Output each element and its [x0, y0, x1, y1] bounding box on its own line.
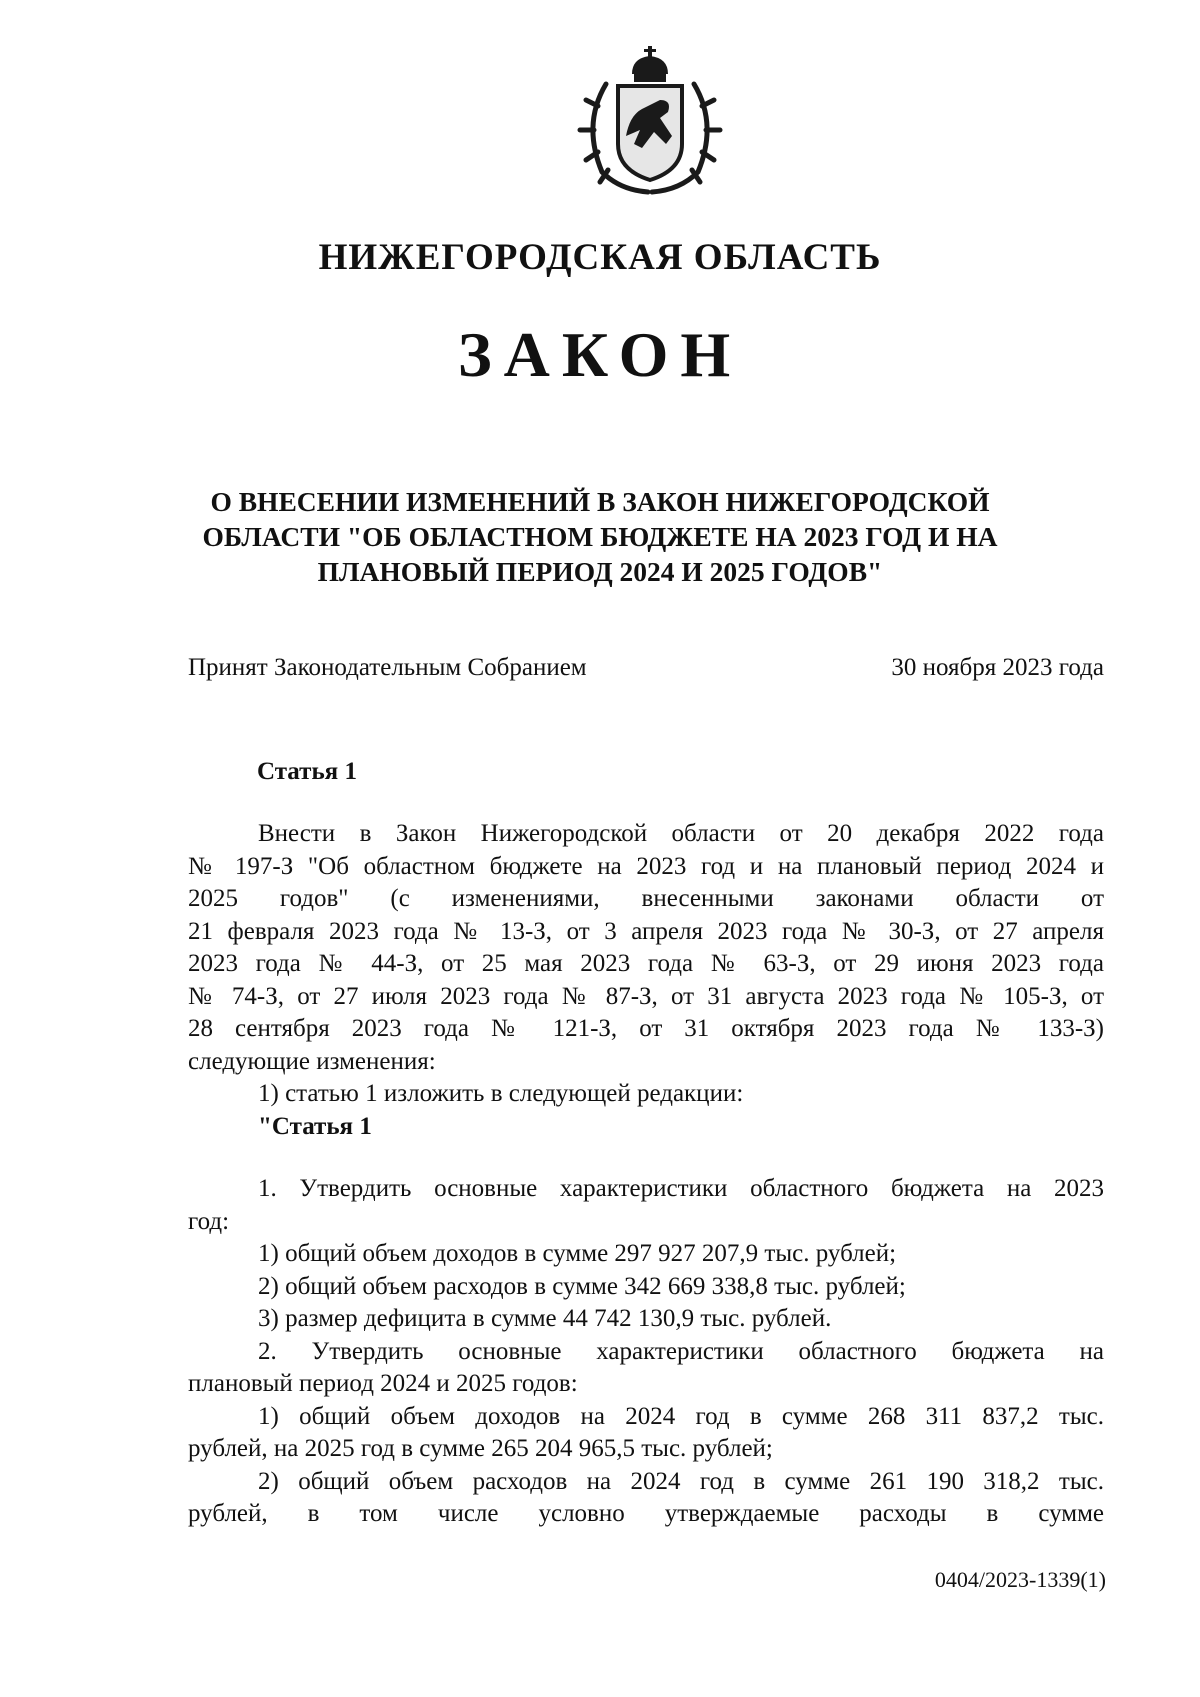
- text-line: 2) общий объем расходов на 2024 год в сумме 261 190 318,2 тыс.: [258, 1467, 1104, 1495]
- law-heading-line: О ВНЕСЕНИИ ИЗМЕНЕНИЙ В ЗАКОН НИЖЕГОРОДСКОЙ: [210, 486, 990, 517]
- adopted-by-text: Принят Законодательным Собранием: [188, 654, 587, 681]
- new-article-heading: "Статья 1: [258, 1112, 372, 1140]
- crown-icon: [632, 46, 668, 82]
- text-line: 2. Утвердить основные характеристики областного бюджета на: [258, 1337, 1104, 1365]
- text-line: год:: [188, 1207, 230, 1235]
- article-body: [188, 818, 1104, 1531]
- text-line: 28 сентября 2023 года № 121-З, от 31 октября 2023 года № 133-З): [188, 1015, 1104, 1042]
- text-line: 1. Утвердить основные характеристики областного бюджета на 2023: [258, 1175, 1104, 1202]
- shield-icon: [618, 86, 682, 180]
- law-heading-line: ОБЛАСТИ "ОБ ОБЛАСТНОМ БЮДЖЕТЕ НА 2023 ГОД И НА: [202, 521, 998, 552]
- adoption-date: 30 ноября 2023 года: [891, 654, 1104, 681]
- text-line: Внести в Закон Нижегородской области от 20 декабря 2022 года: [258, 820, 1104, 847]
- law-heading: [180, 484, 1020, 589]
- text-line: плановый период 2024 и 2025 годов:: [188, 1370, 578, 1397]
- document-number: 0404/2023-1339(1): [934, 1567, 1106, 1592]
- list-item: 2) общий объем расходов в сумме 342 669 338,8 тыс. рублей;: [258, 1272, 906, 1300]
- text-line: № 197-З "Об областном бюджете на 2023 год и на плановый период 2024 и: [188, 852, 1104, 880]
- list-item: 3) размер дефицита в сумме 44 742 130,9 тыс. рублей.: [258, 1305, 832, 1332]
- article-heading: Статья 1: [257, 758, 357, 785]
- text-line: 21 февраля 2023 года № 13-З, от 3 апреля 2023 года № 30-З, от 27 апреля: [188, 917, 1104, 945]
- coat-of-arms-emblem: [568, 44, 732, 196]
- region-title: НИЖЕГОРОДСКАЯ ОБЛАСТЬ: [318, 237, 882, 278]
- law-heading-line: ПЛАНОВЫЙ ПЕРИОД 2024 И 2025 ГОДОВ": [317, 556, 883, 587]
- text-line: № 74-З, от 27 июля 2023 года № 87-З, от 31 августа 2023 года № 105-З, от: [188, 982, 1104, 1010]
- text-line: рублей, на 2025 год в сумме 265 204 965,5 тыс. рублей;: [188, 1435, 773, 1462]
- text-line: 1) статью 1 изложить в следующей редакции:: [258, 1080, 744, 1107]
- text-line: 2023 года № 44-З, от 25 мая 2023 года № 63-З, от 29 июня 2023 года: [188, 950, 1104, 977]
- text-line: следующие изменения:: [188, 1047, 436, 1075]
- text-line: 2025 годов" (с изменениями, внесенными законами области от: [188, 885, 1104, 912]
- list-item: 1) общий объем доходов в сумме 297 927 207,9 тыс. рублей;: [258, 1240, 897, 1267]
- adoption-row: [188, 654, 1104, 682]
- text-line: 1) общий объем доходов на 2024 год в сумме 268 311 837,2 тыс.: [258, 1402, 1104, 1430]
- text-line: рублей, в том числе условно утверждаемые расходы в сумме: [188, 1500, 1104, 1527]
- document-type-title: ЗАКОН: [457, 319, 743, 390]
